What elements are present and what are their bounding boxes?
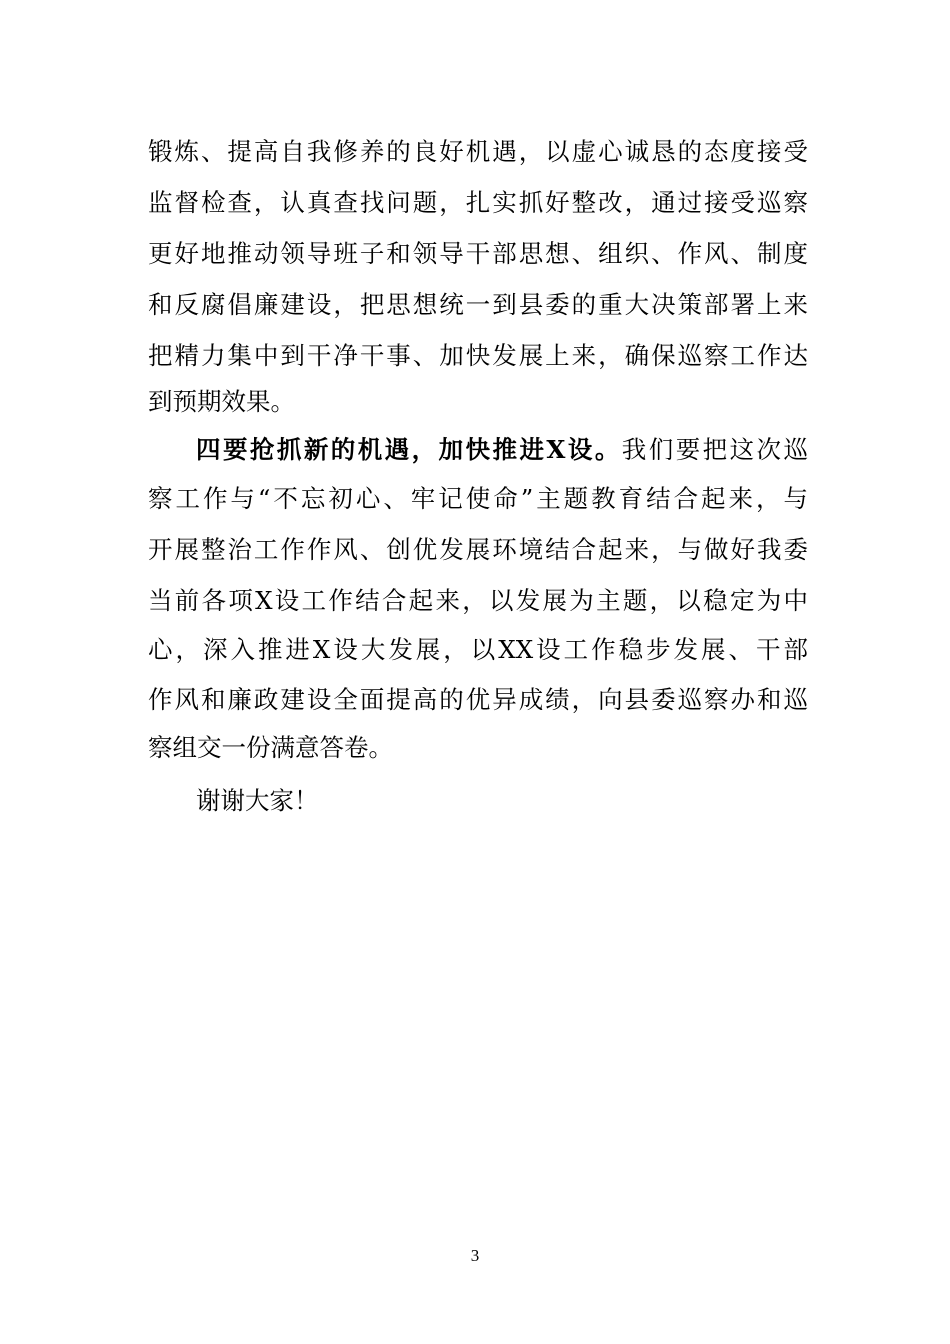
- page-number: 3: [470, 1246, 480, 1265]
- paragraph-2-line-1: [196, 430, 808, 470]
- paragraph-2-heading: 四要抢抓新的机遇，加快推进X设。: [196, 435, 622, 464]
- paragraph-1-line-5: 把精力集中到干净干事、加快发展上来，确保巡察工作达: [148, 341, 808, 370]
- paragraph-2-line-3: 开展整治工作作风、创优发展环境结合起来，与做好我委: [148, 535, 808, 564]
- paragraph-1-line-2: 监督检查，认真查找问题，扎实抓好整改，通过接受巡察: [148, 188, 808, 217]
- paragraph-1-line-4: 和反腐倡廉建设，把思想统一到县委的重大决策部署上来: [148, 290, 808, 319]
- paragraph-1-line-1: 锻炼、提高自我修养的良好机遇，以虚心诚恳的态度接受: [148, 137, 808, 166]
- paragraph-2-line-2: 察工作与“不忘初心、牢记使命”主题教育结合起来，与: [148, 484, 808, 513]
- paragraph-2-line-1-rest: 我们要把这次巡: [621, 435, 808, 464]
- paragraph-2-line-5: 心，深入推进X设大发展，以XX设工作稳步发展、干部: [148, 635, 808, 664]
- paragraph-1-line-6: 到预期效果。: [148, 387, 295, 416]
- closing-remark: 谢谢大家！: [196, 786, 319, 815]
- paragraph-1-line-3: 更好地推动领导班子和领导干部思想、组织、作风、制度: [148, 239, 808, 268]
- paragraph-2-line-4: 当前各项X设工作结合起来，以发展为主题，以稳定为中: [148, 586, 808, 615]
- paragraph-2-line-6: 作风和廉政建设全面提高的优异成绩，向县委巡察办和巡: [148, 685, 808, 714]
- paragraph-2-line-7: 察组交一份满意答卷。: [148, 733, 393, 762]
